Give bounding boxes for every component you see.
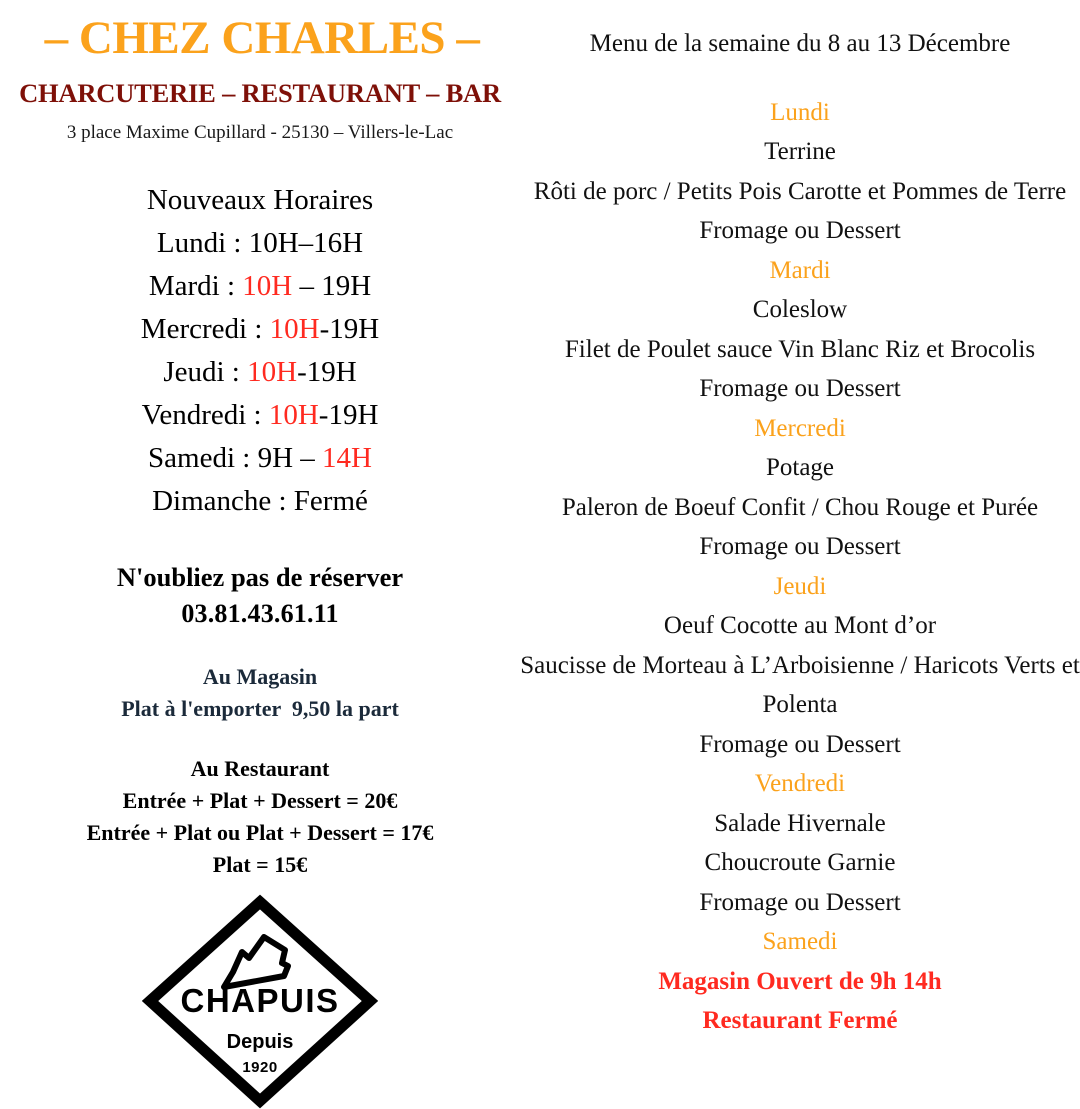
menu-dish: Saucisse de Morteau à L’Arboisienne / Haricots Verts et Polenta	[520, 651, 1080, 718]
opening-hours-time: -19H	[319, 313, 380, 345]
menu-dish: Fromage ou Dessert	[699, 375, 901, 402]
opening-hours-row	[0, 480, 520, 523]
restaurant-price-line: Plat = 15€	[212, 851, 308, 877]
menu-dish: Fromage ou Dessert	[699, 533, 901, 560]
menu-day-name: Mardi	[769, 256, 831, 284]
page-title: – CHEZ CHARLES –	[44, 12, 480, 64]
opening-hours-time: 9H –	[257, 441, 323, 474]
shop-offer-block	[0, 661, 520, 725]
opening-hours-day: Dimanche : Fermé	[152, 484, 368, 517]
restaurant-heading: Au Restaurant	[190, 755, 330, 781]
menu-dish: Paleron de Boeuf Confit / Chou Rouge et Purée	[561, 493, 1039, 521]
menu-dish: Rôti de porc / Petits Pois Carotte et Pommes de Terre	[533, 177, 1067, 205]
opening-hours-row	[0, 351, 520, 394]
menu-day-group	[520, 409, 1080, 567]
menu-day-name: Vendredi	[754, 770, 846, 797]
menu-dish: Salade Hivernale	[714, 809, 886, 837]
reservation-prompt: N'oubliez pas de réserver	[116, 561, 404, 592]
menu-dish: Coleslow	[752, 296, 848, 323]
opening-hours-title: Nouveaux Horaires	[146, 184, 374, 217]
logo-since-label: Depuis	[226, 1031, 294, 1054]
right-column	[520, 0, 1080, 1041]
brand-subtitle: CHARCUTERIE – RESTAURANT – BAR	[19, 78, 501, 109]
reservation-phone[interactable]: 03.81.43.61.11	[181, 599, 339, 629]
menu-day-group	[520, 251, 1080, 409]
restaurant-price-line: Entrée + Plat + Dessert = 20€	[122, 787, 398, 813]
menu-dish: Fromage ou Dessert	[699, 888, 901, 916]
shop-takeaway-price: Plat à l'emporter 9,50 la part	[121, 695, 399, 721]
menu-dish: Potage	[765, 454, 835, 481]
weekly-menu-list	[520, 93, 1080, 1041]
menu-day-group	[520, 567, 1080, 765]
opening-hours-row	[0, 222, 520, 265]
menu-dish: Fromage ou Dessert	[699, 730, 901, 758]
logo-since-year: 1920	[242, 1059, 278, 1077]
opening-hours-day: Samedi :	[148, 441, 258, 474]
menu-dish: Filet de Poulet sauce Vin Blanc Riz et Brocolis	[564, 335, 1036, 363]
opening-hours-day: Mardi :	[148, 270, 243, 303]
opening-hours-day: Vendredi :	[141, 398, 269, 431]
opening-hours-day: Mercredi :	[140, 313, 270, 345]
menu-dish: Terrine	[764, 138, 836, 165]
opening-hours-row	[0, 394, 520, 437]
opening-hours-day: Jeudi :	[163, 355, 248, 388]
opening-hours-time: -19H	[318, 398, 379, 431]
menu-notice: Magasin Ouvert de 9h 14h	[658, 967, 942, 995]
shop-heading: Au Magasin	[202, 664, 318, 690]
restaurant-price-list	[0, 785, 520, 881]
menu-day-group	[520, 764, 1080, 922]
restaurant-offer-block	[0, 753, 520, 881]
menu-dish: Oeuf Cocotte au Mont d’or	[663, 612, 937, 639]
menu-day-name: Jeudi	[773, 572, 827, 600]
opening-hours-list	[0, 222, 520, 522]
opening-hours-time-highlight: 10H	[247, 355, 298, 388]
menu-dish: Fromage ou Dessert	[699, 217, 901, 244]
menu-notice: Restaurant Fermé	[702, 1007, 898, 1034]
restaurant-price-line: Entrée + Plat ou Plat + Dessert = 17€	[86, 819, 434, 845]
logo-chapuis	[0, 894, 520, 1109]
menu-dish: Choucroute Garnie	[704, 849, 896, 876]
menu-day-name: Lundi	[770, 98, 830, 126]
opening-hours-time: – 19H	[292, 270, 372, 303]
menu-day-name: Mercredi	[754, 414, 846, 442]
menu-heading: Menu de la semaine du 8 au 13 Décembre	[589, 30, 1011, 57]
menu-day-group	[520, 93, 1080, 251]
logo-name: CHAPUIS	[180, 982, 340, 1020]
chapuis-logo-svg	[142, 894, 378, 1109]
reservation-block	[0, 559, 520, 634]
opening-hours-block	[0, 179, 520, 522]
opening-hours-time-highlight: 10H	[242, 270, 293, 303]
opening-hours-time-highlight: 14H	[322, 441, 372, 474]
menu-day-group	[520, 922, 1080, 1041]
opening-hours-row	[0, 437, 520, 480]
opening-hours-day: Lundi :	[156, 227, 249, 260]
left-column	[0, 0, 520, 1109]
opening-hours-row	[0, 308, 520, 351]
menu-day-name: Samedi	[762, 928, 838, 955]
opening-hours-time-highlight: 10H	[269, 313, 320, 345]
opening-hours-row	[0, 265, 520, 308]
chalet-icon	[224, 937, 288, 987]
brand-address: 3 place Maxime Cupillard - 25130 – Villers-le-Lac	[66, 122, 454, 144]
opening-hours-time: 10H–16H	[248, 227, 364, 260]
opening-hours-time-highlight: 10H	[268, 398, 319, 431]
opening-hours-time: -19H	[297, 355, 357, 388]
